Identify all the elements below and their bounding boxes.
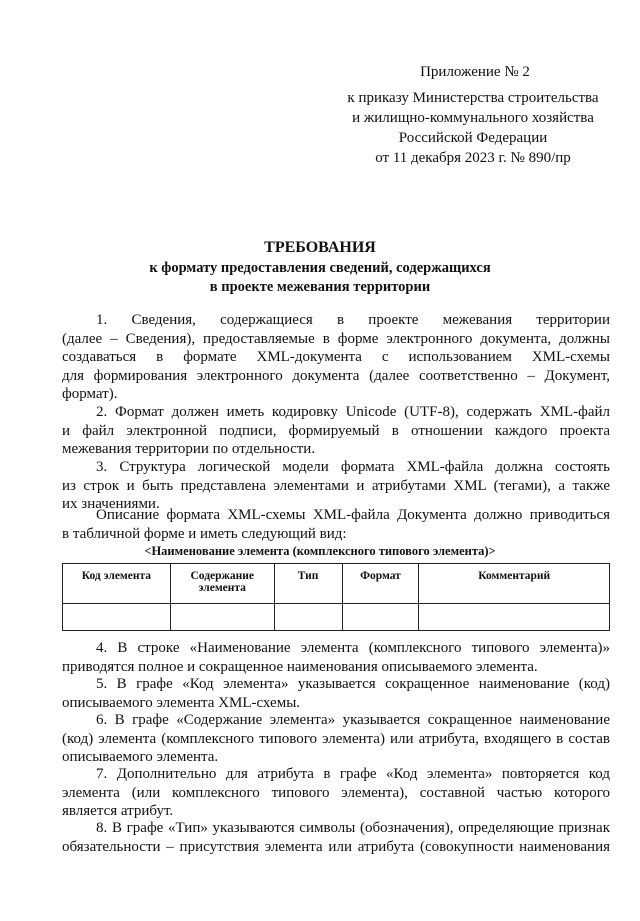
- document-subtitle: [0, 259, 640, 297]
- column-header-comment: Комментарий: [419, 564, 610, 604]
- paragraph-line: (далее – Сведения), предоставляемые в форме электронного документа, должны: [62, 330, 610, 347]
- paragraph-line: обязательности – присутствия элемента или атрибута (совокупности наименования: [62, 838, 610, 855]
- paragraph-line: для формирования электронного документа (далее соответственно – Документ,: [62, 367, 610, 384]
- paragraph-line: 6. В графе «Содержание элемента» указывается сокращенное наименование: [96, 712, 610, 728]
- appendix-line-3: Российской Федерации: [398, 130, 548, 146]
- document-title: [0, 238, 640, 257]
- appendix-number: Приложение № 2: [420, 64, 530, 80]
- column-header-format: Формат: [342, 564, 419, 604]
- table-cell: [274, 604, 342, 631]
- paragraph-line: 5. В графе «Код элемента» указывается сокращенное наименование (код): [96, 676, 610, 692]
- paragraph-line: и файл электронной подписи, формируемый в отношении каждого проекта: [62, 422, 610, 439]
- appendix-block: [345, 62, 601, 82]
- paragraph-line: формат).: [62, 386, 118, 402]
- paragraph-7: [62, 765, 610, 821]
- column-header-code: Код элемента: [63, 564, 171, 604]
- table-cell: [342, 604, 419, 631]
- format-table: [62, 563, 610, 631]
- paragraph-line: описываемого элемента XML-схемы.: [62, 694, 301, 711]
- paragraph-format-description: [62, 506, 610, 543]
- paragraph-line: в табличной форме и иметь следующий вид:: [62, 525, 347, 542]
- column-header-content: Содержание элемента: [170, 564, 274, 604]
- paragraph-line: 3. Структура логической модели формата XML-файла должна состоять: [96, 459, 610, 475]
- paragraph-2: [62, 403, 610, 459]
- table-caption: <Наименование элемента (комплексного типового элемента)>: [144, 544, 496, 558]
- paragraph-line: 4. В строке «Наименование элемента (комплексного типового элемента)»: [96, 640, 610, 656]
- table-cell: [63, 604, 171, 631]
- title-sub-2: в проекте межевания территории: [209, 279, 431, 295]
- title-main: ТРЕБОВАНИЯ: [264, 239, 376, 256]
- paragraph-line: Описание формата XML-схемы XML-файла Документа должно приводиться: [96, 507, 610, 523]
- appendix-line-1: к приказу Министерства строительства: [347, 90, 599, 106]
- paragraph-line: 1. Сведения, содержащиеся в проекте межевания территории: [96, 312, 610, 328]
- paragraph-line: 2. Формат должен иметь кодировку Unicode (UTF-8), содержать XML-файл: [96, 404, 610, 420]
- table-cell: [419, 604, 610, 631]
- paragraph-line: создаваться в формате XML-документа с использованием XML-схемы: [62, 349, 610, 365]
- paragraph-6: [62, 711, 610, 767]
- table-header-row: [63, 564, 610, 604]
- paragraph-line: их значениями.: [62, 496, 160, 512]
- appendix-order-reference: [345, 88, 601, 168]
- paragraph-line: межевания территории по отдельности.: [62, 441, 316, 457]
- paragraph-line: является атрибут.: [62, 803, 174, 819]
- paragraph-line: 8. В графе «Тип» указываются символы (обозначения), определяющие признак: [96, 820, 610, 836]
- paragraph-line: приводятся полное и сокращенное наименования описываемого элемента.: [62, 658, 538, 675]
- paragraph-8: [62, 819, 610, 856]
- paragraph-line: из строк и быть представлена элементами и атрибутами XML (тегами), а также: [62, 477, 610, 494]
- paragraph-line: 7. Дополнительно для атрибута в графе «Код элемента» повторяется код: [96, 766, 610, 782]
- table-cell: [170, 604, 274, 631]
- paragraph-line: элемента (или комплексного типового элемента), составной частью которого: [62, 784, 610, 801]
- paragraph-1: [62, 311, 610, 404]
- paragraph-line: (код) элемента (комплексного типового элемента) или атрибута, входящего в состав: [62, 730, 610, 747]
- paragraph-4: [62, 639, 610, 676]
- appendix-line-4: от 11 декабря 2023 г. № 890/пр: [375, 150, 571, 166]
- paragraph-line: описываемого элемента.: [62, 749, 219, 765]
- table-row: [63, 604, 610, 631]
- paragraph-5: [62, 675, 610, 712]
- appendix-line-2: и жилищно-коммунального хозяйства: [352, 110, 594, 126]
- column-header-type: Тип: [274, 564, 342, 604]
- title-sub-1: к формату предоставления сведений, содержащихся: [149, 260, 491, 276]
